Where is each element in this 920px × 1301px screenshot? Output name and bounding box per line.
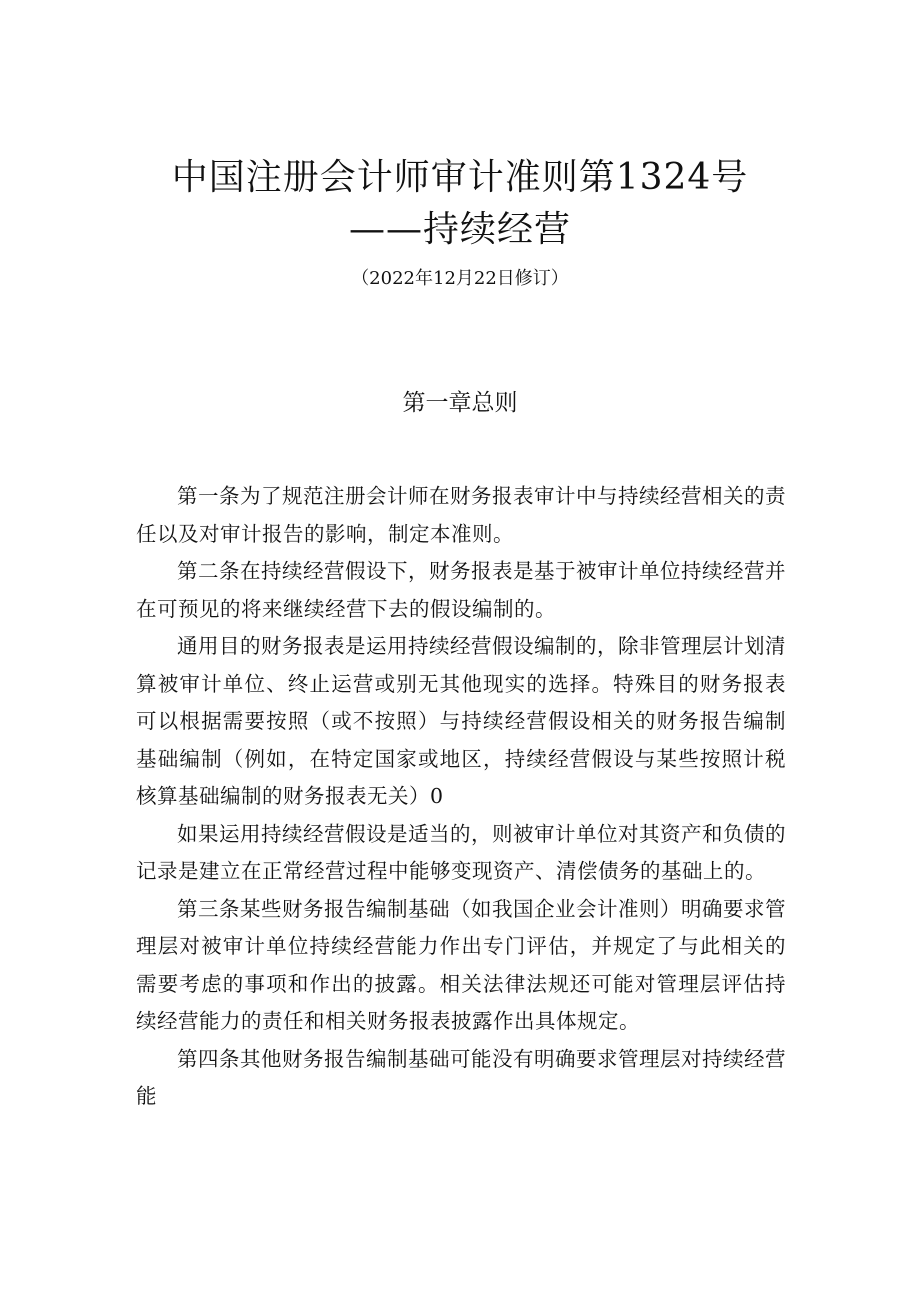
- article-2-paragraph: 第二条在持续经营假设下，财务报表是基于被审计单位持续经营并在可预见的将来继续经营下去的假设编制的。: [136, 559, 786, 621]
- chapter-heading: 第一章总则: [402, 390, 518, 416]
- general-purpose-paragraph: 通用目的财务报表是运用持续经营假设编制的，除非管理层计划清算被审计单位、终止运营或别无其他现实的选择。特殊目的财务报表可以根据需要按照（或不按照）与持续经营假设相关的财务报告编制基础编制（例如，在特定国家或地区，持续经营假设与某些按照计税核算基础编制的财务报表无关）0: [136, 634, 786, 808]
- article-4-paragraph: 第四条其他财务报告编制基础可能没有明确要求管理层对持续经营能: [136, 1046, 786, 1108]
- article-1-paragraph: 第一条为了规范注册会计师在财务报表审计中与持续经营相关的责任以及对审计报告的影响，制定本准则。: [136, 484, 786, 546]
- document-body: [136, 478, 786, 1116]
- revision-note: （2022年12月22日修订）: [351, 268, 569, 289]
- document-title: 中国注册会计师审计准则第1324号: [171, 157, 749, 198]
- assumption-paragraph: 如果运用持续经营假设是适当的，则被审计单位对其资产和负债的记录是建立在正常经营过程中能够变现资产、清偿债务的基础上的。: [136, 821, 786, 883]
- article-3-paragraph: 第三条某些财务报告编制基础（如我国企业会计准则）明确要求管理层对被审计单位持续经营能力作出专门评估，并规定了与此相关的需要考虑的事项和作出的披露。相关法律法规还可能对管理层评估持续经营能力的责任和相关财务报表披露作出具体规定。: [136, 896, 786, 1033]
- document-subtitle: ——持续经营: [348, 209, 571, 250]
